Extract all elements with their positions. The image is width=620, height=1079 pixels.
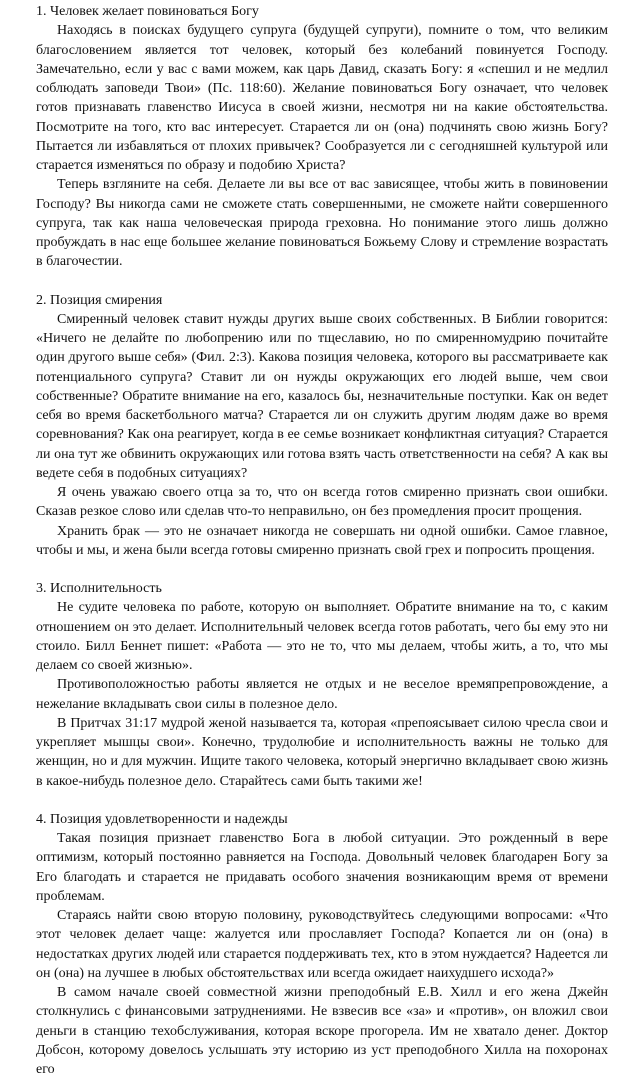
section-contentment xyxy=(36,810,608,1079)
paragraph: В Притчах 31:17 мудрой женой называется та, которая «препоясывает силою чресла свои и укрепляет мышцы свои». Конечно, трудолюбие и исполнительность важны не только для женщин, но и для мужчин. Ищите такого человека, который энергично вкладывает свою жизнь в какое-нибудь полезное дело. Старайтесь сами быть такими же! xyxy=(36,715,608,789)
paragraph: Не судите человека по работе, которую он выполняет. Обратите внимание на то, с каким отношением он это делает. Исполнительный человек всегда готов работать, чего бы ему это ни стоило. Билл Беннет пишет: «Работа — это не то, что мы делаем, чтобы жить, а то, что мы делаем со своей жизнью». xyxy=(36,600,608,673)
section-gap xyxy=(36,791,608,810)
section-heading: 3. Исполнительность xyxy=(36,581,162,596)
section-gap xyxy=(36,272,608,291)
section-heading: 1. Человек желает повиноваться Богу xyxy=(36,4,259,19)
paragraph: Стараясь найти свою вторую половину, руководствуйтесь следующими вопросами: «Что этот человек делает чаще: жалуется или прославляет Господа? Копается ли он (она) в недостатках других людей или старается поддерживать тех, кто в этом нуждается? Надеется ли он (она) на лучшее в любых обстоятельствах или всегда ожидает наихудшего исхода?» xyxy=(36,908,608,981)
paragraph: В самом начале своей совместной жизни преподобный Е.В. Хилл и его жена Джейн столкнулись с финансовыми затруднениями. Не взвесив все «за» и «против», он вложил свои деньги в станцию техобслуживания, которая вскоре прогорела. Им не хватало денег. Доктор Добсон, которому довелось услышать эту историю из уст преподобного Хилла на похоронах его xyxy=(36,985,608,1077)
paragraph: Противоположностью работы является не отдых и не веселое времяпрепровождение, а нежелание вкладывать свои силы в полезное дело. xyxy=(36,677,608,712)
section-humility xyxy=(36,291,608,561)
section-gap xyxy=(36,560,608,579)
paragraph: Смиренный человек ставит нужды других выше своих собственных. В Библии говорится: «Ничего не делайте по любопрению или по тщеславию, но по смиренномудрию почитайте один другого выше себя» (Фил. 2:3). Какова позиция человека, которого вы рассматриваете как потенциального супруга? Ставит ли он нужды окружающих его людей выше, чем свои собственные? Обратите внимание на его, казалось бы, незначительные поступки. Как он ведет себя во время баскетбольного матча? Старается ли он служить другим людям даже во время соревнования? Как она реагирует, когда в ее семье возникает конфликтная ситуация? Старается ли она тут же обвинить окружающих или готова взять часть ответственности на себя? А как вы ведете себя в подобных ситуациях? xyxy=(36,311,608,481)
paragraph: Хранить брак — это не означает никогда не совершать ни одной ошибки. Самое главное, чтобы и мы, и жена были всегда готовы смиренно признать свой грех и попросить прощения. xyxy=(36,523,608,558)
section-obedience xyxy=(36,2,608,272)
section-heading: 4. Позиция удовлетворенности и надежды xyxy=(36,811,288,827)
paragraph: Я очень уважаю своего отца за то, что он всегда готов смиренно признать свои ошибки. Сказав резкое слово или сделав что-то неправильно, он без промедления просит прощения. xyxy=(36,485,608,520)
section-heading: 2. Позиция смирения xyxy=(36,292,163,308)
paragraph: Находясь в поисках будущего супруга (будущей супруги), помните о том, что великим благословением является тот человек, который без колебаний повинуется Господу. Замечательно, если у вас с вами можем, как царь Давид, сказать Богу: я «спешил и не медлил соблюдать заповеди Твои» (Пс. 118:60). Желание повиноваться Богу означает, что человек готов признавать главенство Иисуса в своей жизни, несмотря ни на какие обстоятельства. Посмотрите на того, кто вас интересует. Старается ли он (она) подчинять свою жизнь Богу? Пытается ли избавляться от плохих привычек? Сообразуется ли с сегодняшней культурой или старается изменяться по образу и подобию Христа? xyxy=(36,23,608,173)
paragraph: Теперь взгляните на себя. Делаете ли вы все от вас зависящее, чтобы жить в повиновении Господу? Вы никогда сами не сможете стать совершенными, не сможете найти совершенного супруга, так как наша человеческая природа греховна. Но понимание этого лишь должно пробуждать в нас еще большее желание повиноваться Божьему Слову и стремление возрастать в благочестии. xyxy=(36,177,608,270)
section-diligence xyxy=(36,579,608,791)
paragraph: Такая позиция признает главенство Бога в любой ситуации. Это рожденный в вере оптимизм, который постоянно равняется на Господа. Довольный человек благодарен Богу за Его благодать и старается не придавать особого значения возникающим время от времени проблемам. xyxy=(36,831,608,904)
